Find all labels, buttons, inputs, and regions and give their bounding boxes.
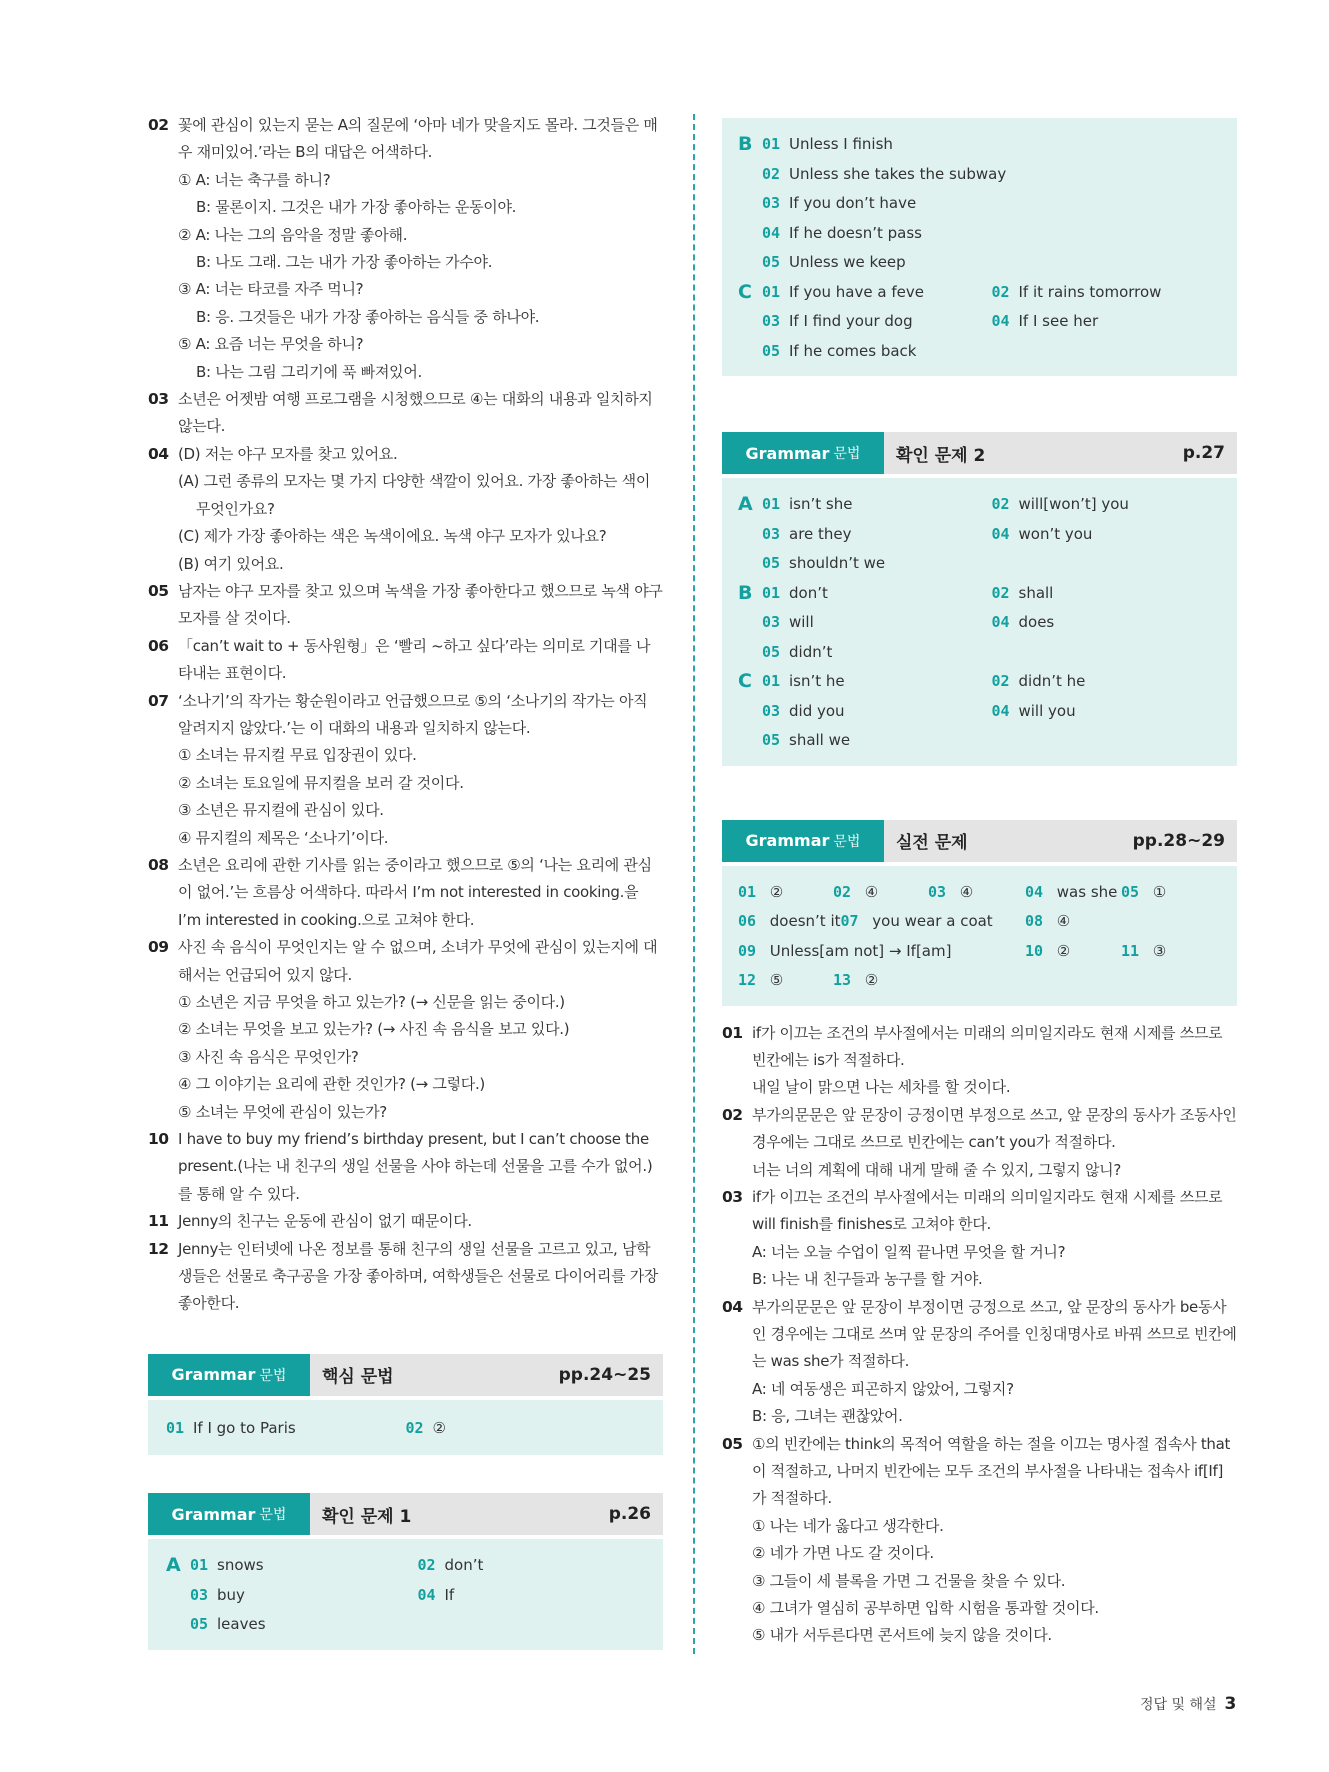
answer-item: 03 If you don’t have — [762, 194, 917, 212]
answer-item: 01 If you have a feve — [762, 282, 924, 301]
translation-line: ① 나는 네가 옳다고 생각한다. — [752, 1516, 944, 1535]
translation-line: ③ 그들이 세 블록을 가면 그 건물을 찾을 수 있다. — [752, 1571, 1066, 1590]
answer-item: 05 shall we — [762, 731, 851, 749]
section-letter: C — [738, 280, 752, 303]
answer-11: 11 Jenny의 친구는 운동에 관심이 없기 때문이다. — [148, 1212, 472, 1231]
answer-item: 01 isn’t she — [762, 495, 853, 513]
grammar-tag: Grammar 문법 — [148, 1354, 310, 1396]
check-2-section — [722, 432, 1237, 766]
page-ref: pp.28~29 — [1132, 830, 1225, 851]
answer-item: 03 did you — [762, 701, 845, 720]
page-ref: p.26 — [608, 1504, 651, 1525]
translation-line: 내일 날이 맑으면 나는 세차를 할 것이다. — [752, 1078, 1011, 1097]
translation-line: B: 응, 그녀는 괜찮았어. — [752, 1407, 903, 1426]
section-title: 확인 문제 2 — [896, 445, 986, 466]
translation-line: B: 나는 내 친구들과 농구를 할 거야. — [752, 1270, 983, 1289]
answer-02: 02 꽃에 관심이 있는지 묻는 A의 질문에 ‘아마 네가 맞을지도 몰라. 그것들은 매우 재미있어.’라는 B의 대답은 어색하다. — [148, 116, 658, 162]
answer-item: 01 isn’t he — [762, 672, 845, 690]
answer-item: 01 Unless I finish — [762, 135, 893, 153]
answer-box-bc — [722, 118, 1237, 376]
answer-07: 07 ‘소나기’의 작가는 황순원이라고 언급했으므로 ⑤의 ‘소나기의 작가는 아직 알려지지 않았다.’는 이 대화의 내용과 일치하지 않는다. — [148, 691, 648, 737]
section-header — [148, 1354, 663, 1396]
answer-12: 12 Jenny는 인터넷에 나온 정보를 통해 친구의 생일 선물을 고르고 있고, 남학생들은 선물로 축구공을 가장 좋아하며, 여학생들은 선물로 다이어리를 가장 좋아한다. — [148, 1239, 659, 1313]
answer-item: 05 didn’t — [762, 642, 833, 661]
answer-item: 02 Unless she takes the subway — [762, 164, 1007, 183]
choice-line: B: 응. 그것들은 내가 가장 좋아하는 음식들 중 하나야. — [196, 307, 540, 326]
answer-item: 11 ③ — [1121, 941, 1167, 960]
section-title: 핵심 문법 — [322, 1367, 394, 1388]
translation-line: ⑤ 내가 서두른다면 콘서트에 늦지 않을 것이다. — [752, 1626, 1052, 1645]
choice-line: ② 소녀는 토요일에 뮤지컬을 보러 갈 것이다. — [178, 773, 464, 792]
answer-item: 05 leaves — [190, 1615, 266, 1634]
left-column — [148, 112, 663, 1650]
choice-line: ③ 소년은 뮤지컬에 관심이 있다. — [178, 801, 384, 820]
answer-item: 04 won’t you — [991, 524, 1093, 543]
answer-box — [148, 1539, 663, 1650]
answer-item: 03 ④ — [928, 882, 974, 901]
answer-item: 01 ② — [738, 882, 784, 901]
answer-item: 10 ② — [1025, 941, 1071, 960]
explanation-03: 03 if가 이끄는 조건의 부사절에서는 미래의 의미일지라도 현재 시제를 쓰므로 will finish를 finishes로 고쳐야 한다. — [722, 1187, 1223, 1234]
dialogue-line: (A) 그런 종류의 모자는 몇 가지 다양한 색깔이 있어요. 가장 좋아하는 색이 — [178, 472, 651, 491]
explanation-04: 04 부가의문문은 앞 문장이 부정이면 긍정으로 쓰고, 앞 문장의 동사가 be동사인 경우에는 그대로 쓰며 앞 문장의 주어를 인칭대명사로 바꿔 쓰므로 빈칸에는 was she가 적절하다. — [722, 1297, 1237, 1371]
answer-item: 01 snows — [190, 1556, 264, 1575]
section-letter: B — [738, 581, 753, 604]
section-letter: C — [738, 670, 752, 692]
answer-item: 03 buy — [190, 1585, 245, 1604]
section-header — [722, 432, 1237, 474]
explanations — [722, 1020, 1237, 1650]
answer-04: 04 (D) 저는 야구 모자를 찾고 있어요. — [148, 444, 398, 463]
translation-line: 너는 너의 계획에 대해 내게 말해 줄 수 있지, 그렇지 않니? — [752, 1160, 1121, 1179]
choice-line: B: 나는 그림 그리기에 푹 빠져있어. — [196, 362, 423, 381]
page-ref: pp.24~25 — [558, 1364, 651, 1385]
explanation-05: 05 ①의 빈칸에는 think의 목적어 역할을 하는 절을 이끄는 명사절 접속사 that이 적절하고, 나머지 빈칸에는 모두 조건의 부사절을 나타내는 접속사 if[If]가 적절하다. — [722, 1434, 1231, 1508]
answer-05: 05 남자는 야구 모자를 찾고 있으며 녹색을 가장 좋아한다고 했으므로 녹색 야구 모자를 살 것이다. — [148, 581, 663, 628]
choice-line: ⑤ 소녀는 무엇에 관심이 있는가? — [178, 1102, 387, 1121]
core-grammar-section — [148, 1354, 663, 1456]
section-title: 실전 문제 — [896, 833, 968, 853]
answer-box — [722, 478, 1237, 766]
answer-09: 09 사진 속 음식이 무엇인지는 알 수 없으며, 소녀가 무엇에 관심이 있는지에 대해서는 언급되어 있지 않다. — [148, 938, 658, 984]
section-title: 확인 문제 1 — [322, 1506, 412, 1527]
grammar-tag: Grammar 문법 — [722, 820, 884, 862]
answer-item: 01 don’t — [762, 583, 828, 602]
practice-section — [722, 820, 1237, 1006]
footer-label: 정답 및 해설 — [1140, 1697, 1217, 1713]
answer-item: 02 shall — [991, 583, 1054, 602]
answer-item: 05 Unless we keep — [762, 253, 906, 271]
answer-item: 04 does — [991, 613, 1055, 631]
section-letter: A — [738, 493, 753, 515]
answer-item: 02 ④ — [833, 882, 879, 901]
answer-item: 02 didn’t he — [991, 672, 1086, 690]
answer-item: 03 If I find your dog — [762, 312, 913, 330]
answer-item: 01 If I go to Paris — [166, 1418, 296, 1437]
answer-item: 08 ④ — [1025, 912, 1071, 930]
dialogue-line: (C) 제가 가장 좋아하는 색은 녹색이에요. 녹색 야구 모자가 있나요? — [178, 527, 607, 546]
explanation-02: 02 부가의문문은 앞 문장이 긍정이면 부정으로 쓰고, 앞 문장의 동사가 조동사인 경우에는 그대로 쓰므로 빈칸에는 can’t you가 적절하다. — [722, 1105, 1237, 1152]
choice-line: B: 나도 그래. 그는 내가 가장 좋아하는 가수야. — [196, 253, 493, 272]
section-header — [148, 1493, 663, 1535]
choice-line: ④ 그 이야기는 요리에 관한 것인가? (→ 그렇다.) — [178, 1075, 485, 1094]
column-divider — [693, 114, 695, 1654]
answer-item: 02 will[won’t] you — [991, 495, 1129, 513]
translation-line: ② 네가 가면 나도 갈 것이다. — [752, 1544, 934, 1563]
grammar-tag: Grammar 문법 — [722, 432, 884, 474]
answer-item: 02 ② — [405, 1418, 446, 1437]
answer-item: 02 don’t — [417, 1556, 484, 1575]
answer-item: 06 doesn’t it07 you wear a coat — [738, 912, 993, 930]
answer-item: 05 shouldn’t we — [762, 554, 886, 572]
answer-item: 05 If he comes back — [762, 341, 917, 360]
answer-item: 04 was she — [1025, 882, 1118, 901]
answer-item: 03 are they — [762, 524, 852, 543]
explanation-01: 01 if가 이끄는 조건의 부사절에서는 미래의 의미일지라도 현재 시제를 쓰므로 빈칸에는 is가 적절하다. — [722, 1023, 1223, 1069]
answer-item: 04 If I see her — [991, 312, 1099, 330]
choice-line: ⑤ A: 요즘 너는 무엇을 하니? — [178, 335, 364, 354]
choice-line: B: 물론이지. 그것은 내가 가장 좋아하는 운동이야. — [196, 198, 517, 217]
answer-item: 13 ② — [833, 971, 879, 989]
choice-line: ② A: 나는 그의 음악을 정말 좋아해. — [178, 225, 408, 244]
page-footer — [1140, 1694, 1236, 1714]
section-letter: A — [166, 1554, 181, 1577]
section-header — [722, 820, 1237, 862]
dialogue-line: (B) 여기 있어요. — [178, 554, 284, 573]
answer-item: 05 ① — [1121, 882, 1167, 901]
translation-line: ④ 그녀가 열심히 공부하면 입학 시험을 통과할 것이다. — [752, 1599, 1099, 1618]
choice-line: ② 소녀는 무엇을 보고 있는가? (→ 사진 속 음식을 보고 있다.) — [178, 1020, 570, 1039]
grammar-tag: Grammar 문법 — [148, 1493, 310, 1535]
choice-line: ① A: 너는 축구를 하니? — [178, 170, 331, 189]
answer-item: 02 If it rains tomorrow — [991, 282, 1162, 301]
translation-line: A: 너는 오늘 수업이 일찍 끝나면 무엇을 할 거니? — [752, 1242, 1066, 1261]
choice-line: ③ 사진 속 음식은 무엇인가? — [178, 1047, 359, 1066]
page-number: 3 — [1224, 1694, 1237, 1714]
answer-10: 10 I have to buy my friend’s birthday present, but I can’t choose the present.(나는 내 친구의 생일 선물을 사야 하는데 선물을 고를 수가 없어.)를 통해 알 수 있다. — [148, 1130, 653, 1203]
answer-03: 03 소년은 어젯밤 여행 프로그램을 시청했으므로 ④는 대화의 내용과 일치하지 않는다. — [148, 390, 653, 436]
answer-item: 09 Unless[am not] → If[am] — [738, 941, 952, 960]
check-1-section — [148, 1493, 663, 1650]
translation-line: A: 네 여동생은 피곤하지 않았어, 그렇지? — [752, 1379, 1014, 1398]
answer-box — [148, 1400, 663, 1456]
answer-item: 04 will you — [991, 701, 1076, 720]
answer-item: 04 If he doesn’t pass — [762, 223, 922, 242]
choice-line: ① 소년은 지금 무엇을 하고 있는가? (→ 신문을 읽는 중이다.) — [178, 993, 565, 1011]
choice-line: ④ 뮤지컬의 제목은 ‘소나기’이다. — [178, 828, 389, 847]
answer-item: 12 ⑤ — [738, 971, 784, 989]
choice-line: ① 소녀는 뮤지컬 무료 입장권이 있다. — [178, 746, 417, 765]
right-column — [722, 118, 1237, 1650]
dialogue-line: 무엇인가요? — [196, 499, 275, 518]
answer-item: 04 If — [417, 1585, 455, 1604]
answer-08: 08 소년은 요리에 관한 기사를 읽는 중이라고 했으므로 ⑤의 ‘나는 요리에 관심이 없어.’는 흐름상 어색하다. 따라서 I’m not interested in cooking.을 I’m interested in cooking.으로 고쳐야 한다. — [148, 855, 652, 929]
section-letter: B — [738, 133, 753, 155]
choice-line: ③ A: 너는 타코를 자주 먹니? — [178, 280, 364, 299]
answer-box — [722, 866, 1237, 1006]
answer-item: 03 will — [762, 613, 814, 631]
page-ref: p.27 — [1182, 443, 1225, 463]
answer-06: 06 「can’t wait to + 동사원형」은 ‘빨리 ~하고 싶다’라는 의미로 기대를 나타내는 표현이다. — [148, 636, 651, 683]
